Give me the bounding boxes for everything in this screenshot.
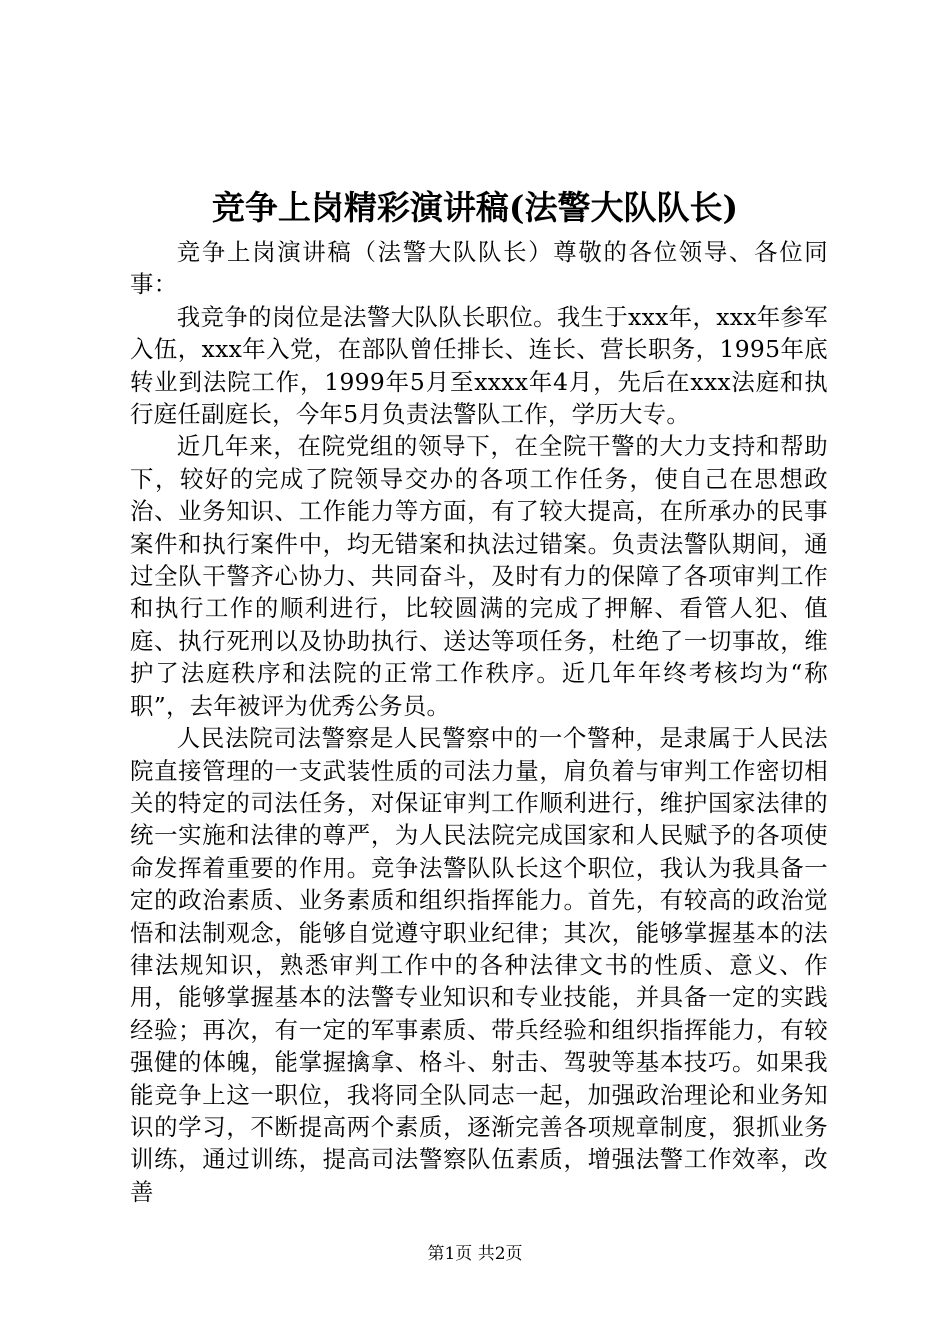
paragraph-background: 我竞争的岗位是法警大队队长职位。我生于xxx年，xxx年参军入伍，xxx年入党，在部队曾任排长、连长、营长职务，1995年底转业到法院工作，1999年5月至xxxx年4月，先后在xxx法庭和执行庭任副庭长，今年5月负责法警队工作，学历大专。 (130, 302, 828, 429)
paragraph-achievements: 近几年来，在院党组的领导下，在全院干警的大力支持和帮助下，较好的完成了院领导交办的各项工作任务，使自己在思想政治、业务知识、工作能力等方面，有了较大提高，在所承办的民事案件和执行案件中，均无错案和执法过错案。负责法警队期间，通过全队干警齐心协力、共同奋斗，及时有力的保障了各项审判工作和执行工作的顺利进行，比较圆满的完成了押解、看管人犯、值庭、执行死刑以及协助执行、送达等项任务，杜绝了一切事故，维护了法庭秩序和法院的正常工作秩序。近几年年终考核均为“称职”，去年被评为优秀公务员。 (130, 432, 828, 720)
page-number-footer: 第1页 共2页 (427, 1244, 523, 1264)
paragraph-salutation: 竞争上岗演讲稿（法警大队队长）尊敬的各位领导、各位同事： (130, 238, 828, 299)
document-body (130, 236, 828, 1208)
document-title: 竞争上岗精彩演讲稿(法警大队队长) (211, 188, 739, 227)
paragraph-qualifications: 人民法院司法警察是人民警察中的一个警种，是隶属于人民法院直接管理的一支武装性质的司法力量，肩负着与审判工作密切相关的特定的司法任务，对保证审判工作顺利进行，维护国家法律的统一实施和法律的尊严，为人民法院完成国家和人民赋予的各项使命发挥着重要的作用。竞争法警队队长这个职位，我认为我具备一定的政治素质、业务素质和组织指挥能力。首先，有较高的政治觉悟和法制观念，能够自觉遵守职业纪律；其次，能够掌握基本的法律法规知识，熟悉审判工作中的各种法律文书的性质、意义、作用，能够掌握基本的法警专业知识和专业技能，并具备一定的实践经验；再次，有一定的军事素质、带兵经验和组织指挥能力，有较强健的体魄，能掌握擒拿、格斗、射击、驾驶等基本技巧。如果我能竞争上这一职位，我将同全队同志一起，加强政治理论和业务知识的学习，不断提高两个素质，逐渐完善各项规章制度，狠抓业务训练，通过训练，提高司法警察队伍素质，增强法警工作效率，改善 (130, 724, 828, 1206)
